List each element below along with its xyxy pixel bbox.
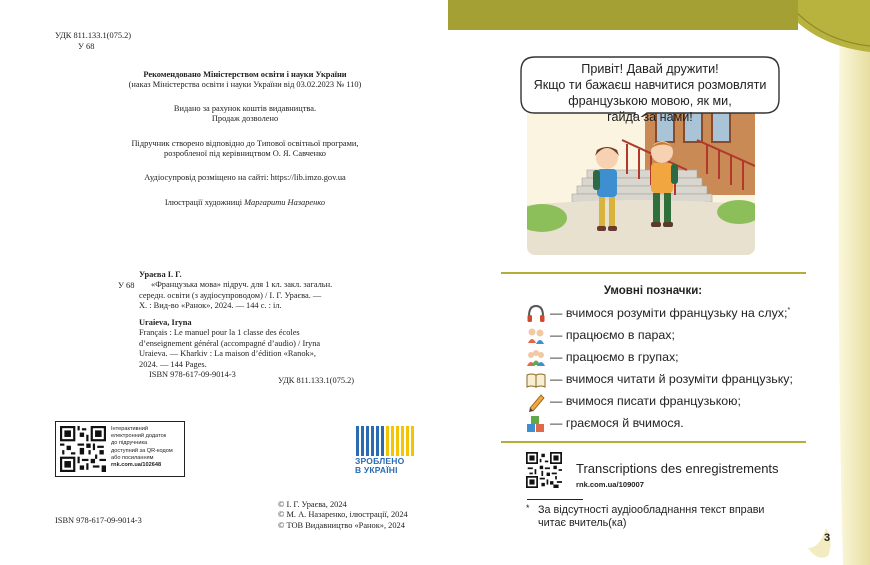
pencil-icon — [526, 392, 546, 412]
catalog-ua-line: середн. освіти (з аудіосупроводом) / І. Г. Ураєва. — — [139, 290, 322, 300]
qr-text-line: до підручника — [111, 440, 148, 447]
book-icon — [526, 370, 546, 390]
transcriptions-title: Transcriptions des enregistrements — [576, 461, 779, 476]
qr-text-line: Інтерактивний — [111, 426, 148, 432]
book-index: У 68 — [78, 42, 95, 51]
legend-title: Умовні позначки: — [603, 285, 703, 297]
catalog-card-ua — [139, 270, 354, 312]
qr-box-text — [111, 426, 183, 469]
qr-text-line: електронний додаток — [111, 433, 167, 440]
legend-top-rule — [501, 272, 806, 274]
catalog-en-line: d’enseignement général (accompagné d’audio) / Iryna — [139, 338, 321, 348]
right-page — [448, 0, 870, 565]
top-color-band — [448, 0, 798, 30]
order-line: (наказ Міністерства освіти і науки України від 03.02.2023 № 110) — [128, 80, 362, 90]
speech-line: французькою мовою, як ми, — [568, 94, 732, 108]
speech-bubble-text — [519, 61, 781, 125]
catalog-udk: УДК 811.133.1(075.2) — [278, 376, 355, 385]
sale-line: Продаж дозволено — [211, 114, 279, 124]
qr-url-link[interactable]: rnk.com.ua/102648 — [111, 462, 162, 469]
speech-line: Якщо ти бажаєш навчитися розмовляти — [533, 78, 767, 92]
catalog-en-line: Français : Le manuel pour la 1 classe des écoles — [139, 328, 300, 338]
speech-line: гайда за нами! — [607, 110, 693, 124]
qr-text-line: доступний за QR-кодом — [111, 447, 173, 454]
footnote-divider — [527, 499, 583, 500]
copyright-line: © ТОВ Видавництво «Ранок», 2024 — [278, 520, 405, 530]
udk-code: УДК 811.133.1(075.2) — [55, 31, 132, 40]
logo-line: ЗРОБЛЕНО — [355, 456, 405, 466]
catalog-isbn: ISBN 978-617-09-9014-3 — [149, 370, 236, 380]
headphones-icon — [526, 304, 546, 324]
illustrator-name: Маргарити Назаренко — [244, 198, 326, 207]
audio-line: Аудіосупровід розміщено на сайті: https://lib.imzo.gov.ua — [144, 173, 346, 182]
legend-label: — вчимося читати й розуміти французьку; — [550, 372, 793, 386]
catalog-author-ua: Ураєва І. Г. — [139, 270, 182, 279]
logo-line: В УКРАЇНІ — [355, 465, 398, 475]
catalog-index: У 68 — [118, 281, 135, 290]
funding-line: Видано за рахунок коштів видавництва. — [173, 104, 317, 113]
qr-text-line: або посиланням — [111, 454, 154, 461]
program-line: Підручник створено відповідно до Типової освітньої програми, — [131, 139, 359, 148]
illustrator-line — [60, 198, 430, 208]
funding-block — [60, 104, 430, 125]
catalog-en-line: Uraieva. — Kharkiv : La maison d’édition «Ranok», — [139, 349, 316, 359]
made-in-ukraine-logo — [355, 426, 415, 476]
transcriptions-link[interactable]: rnk.com.ua/109007 — [576, 480, 644, 489]
qr-code-icon[interactable] — [60, 426, 106, 472]
footnote-text: За відсутності аудіообладнання текст вправи читає вчитель(ка) — [538, 504, 765, 529]
logo-text — [355, 457, 417, 475]
pair-icon — [526, 326, 546, 346]
legend-text — [550, 306, 790, 320]
recommendation-line: Рекомендовано Міністерством освіти і науки України — [143, 70, 347, 79]
copyright-line: © М. А. Назаренко, ілюстрації, 2024 — [278, 510, 408, 520]
qr-code-icon[interactable] — [526, 452, 562, 488]
catalog-ua-line: Х. : Вид-во «Ранок», 2024. — 144 с. : іл. — [139, 301, 282, 311]
copyright-line: © І. Г. Ураєва, 2024 — [278, 500, 347, 509]
copyright-block — [278, 500, 408, 531]
recommendation-block — [60, 70, 430, 91]
footnote-star: * — [526, 503, 530, 513]
group-icon — [526, 348, 546, 368]
transcriptions-block[interactable] — [526, 452, 826, 490]
legend-label: — вчимося писати французькою; — [550, 394, 741, 408]
legend-label: — працюємо в групах; — [550, 350, 679, 364]
program-block — [60, 139, 430, 160]
catalog-ua-line: «Французька мова» підруч. для 1 кл. закл. загальн. — [151, 280, 333, 290]
footnote-star: * — [787, 306, 791, 314]
page-number: 3 — [823, 532, 831, 544]
legend-label: — вчимося розуміти французьку на слух; — [550, 306, 788, 320]
blocks-icon — [526, 414, 546, 434]
speech-bubble — [519, 55, 781, 124]
isbn-bottom: ISBN 978-617-09-9014-3 — [55, 516, 142, 525]
ukraine-bars-icon — [356, 426, 414, 456]
program-author-line: розробленої під керівництвом О. Я. Савченко — [164, 149, 326, 159]
catalog-card-en — [139, 318, 354, 380]
illustrator-label: Ілюстрації художниці — [164, 198, 245, 207]
catalog-author-en: Uraieva, Iryna — [139, 318, 192, 327]
legend-label: — працюємо в парах; — [550, 328, 675, 342]
footnote — [528, 504, 788, 530]
speech-line: Привіт! Давай дружити! — [581, 62, 719, 76]
legend-label: — граємося й вчимося. — [550, 416, 684, 430]
legend-bottom-rule — [501, 441, 806, 443]
interactive-app-qr-box[interactable] — [55, 421, 185, 477]
catalog-en-line: 2024. — 144 Pages. — [139, 359, 207, 369]
